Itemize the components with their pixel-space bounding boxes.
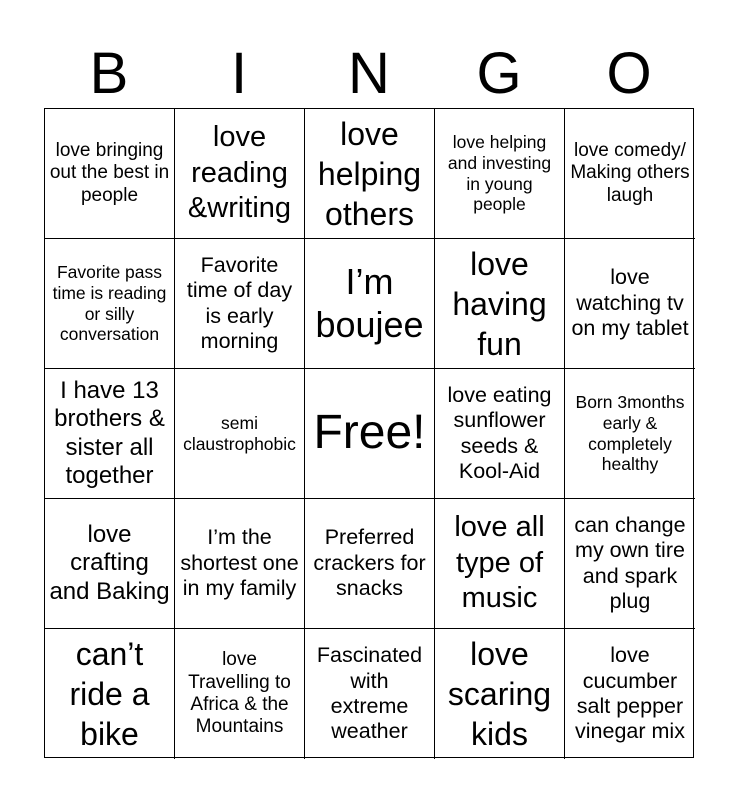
header-letter-i: I xyxy=(230,41,248,106)
cell-text: love helping and investing in young people xyxy=(447,132,552,215)
cell-text: semi claustrophobic xyxy=(183,412,296,454)
bingo-cell[interactable] xyxy=(305,239,435,369)
cell-text: love reading &writing xyxy=(187,121,292,225)
bingo-cell[interactable] xyxy=(45,109,175,239)
header-letter-g: G xyxy=(476,41,522,106)
cell-text: can change my own tire and spark plug xyxy=(574,512,686,613)
bingo-cell[interactable] xyxy=(435,109,565,239)
bingo-cell[interactable] xyxy=(45,369,175,499)
bingo-cell[interactable] xyxy=(45,239,175,369)
bingo-cell[interactable] xyxy=(175,369,305,499)
cell-text: love all type of music xyxy=(454,511,545,615)
bingo-cell-free[interactable] xyxy=(305,369,435,499)
bingo-cell[interactable] xyxy=(175,239,305,369)
header-letter-o: O xyxy=(606,41,652,106)
bingo-cell[interactable] xyxy=(435,499,565,629)
bingo-header xyxy=(44,40,694,108)
bingo-cell[interactable] xyxy=(305,499,435,629)
cell-text: Born 3months early & completely healthy xyxy=(575,392,685,475)
cell-text: love scaring kids xyxy=(447,636,552,752)
bingo-cell[interactable] xyxy=(305,109,435,239)
bingo-cell[interactable] xyxy=(175,629,305,759)
cell-text: love comedy/ Making others laugh xyxy=(570,139,690,206)
cell-text: Fascinated with extreme weather xyxy=(316,643,423,744)
cell-text: Free! xyxy=(313,406,426,460)
cell-text: I have 13 brothers & sister all together xyxy=(54,376,165,489)
cell-text: love bringing out the best in people xyxy=(49,139,170,206)
bingo-cell[interactable] xyxy=(565,629,695,759)
header-letter-n: N xyxy=(348,41,390,106)
bingo-cell[interactable] xyxy=(565,109,695,239)
bingo-cell[interactable] xyxy=(435,629,565,759)
bingo-cell[interactable] xyxy=(435,239,565,369)
cell-text: love eating sunflower seeds & Kool-Aid xyxy=(447,382,552,483)
cell-text: love cucumber salt pepper vinegar mix xyxy=(575,643,685,744)
cell-text: love helping others xyxy=(317,115,422,232)
bingo-cell[interactable] xyxy=(45,499,175,629)
bingo-cell[interactable] xyxy=(305,629,435,759)
bingo-cell[interactable] xyxy=(175,109,305,239)
bingo-cell[interactable] xyxy=(175,499,305,629)
cell-text: Favorite time of day is early morning xyxy=(186,252,293,353)
cell-text: love watching tv on my tablet xyxy=(571,265,689,341)
bingo-cell[interactable] xyxy=(565,369,695,499)
cell-text: love having fun xyxy=(452,245,547,362)
cell-text: I’m the shortest one in my family xyxy=(180,525,299,601)
bingo-cell[interactable] xyxy=(565,239,695,369)
cell-text: love crafting and Baking xyxy=(49,521,170,605)
cell-text: Preferred crackers for snacks xyxy=(313,525,426,601)
header-letter-b: B xyxy=(89,41,129,106)
cell-text: Favorite pass time is reading or silly conversation xyxy=(52,262,167,345)
cell-text: can’t ride a bike xyxy=(69,636,150,752)
cell-text: love Travelling to Africa & the Mountains xyxy=(188,649,291,738)
bingo-board xyxy=(44,108,694,758)
bingo-cell[interactable] xyxy=(435,369,565,499)
bingo-cell[interactable] xyxy=(565,499,695,629)
bingo-cell[interactable] xyxy=(45,629,175,759)
cell-text: I’m boujee xyxy=(315,261,424,345)
